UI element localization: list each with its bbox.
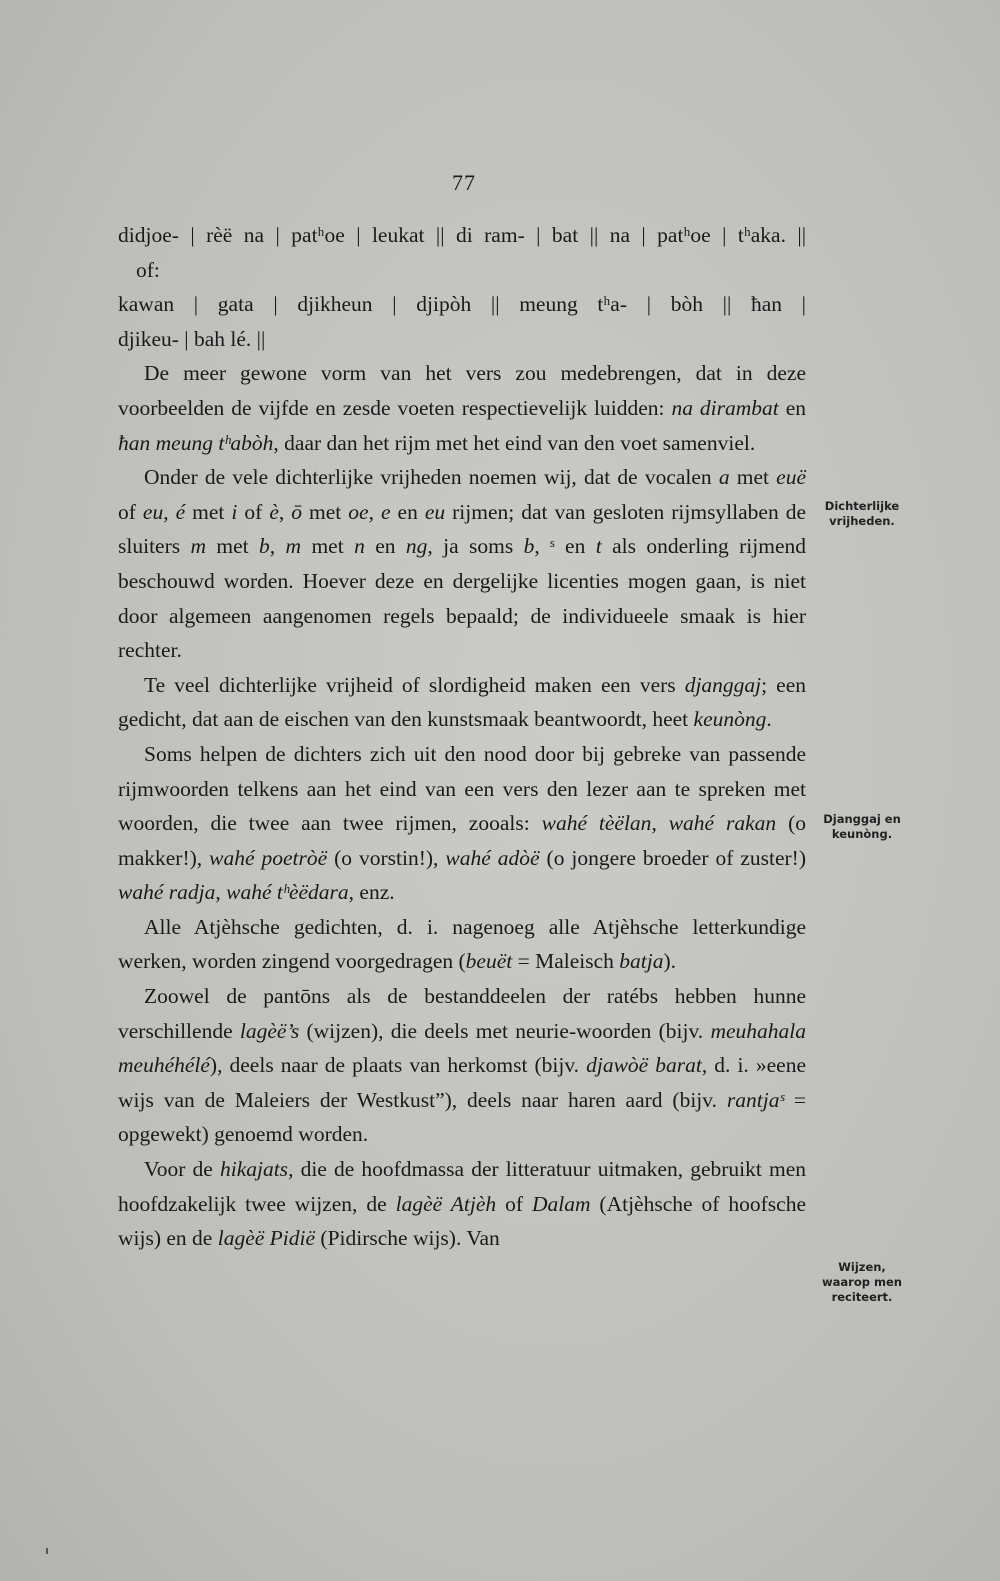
italic-term: t <box>595 534 602 559</box>
italic-term: wahé adòë <box>445 845 540 870</box>
italic-term: m <box>285 534 302 559</box>
paragraph-poetic-licenses: Onder de vele dichterlijke vrijheden noemen wij, dat de vocalen a met euë of eu, é met i of è, ō met oe, e en eu rijmen; dat van gesloten rijmsyllaben de sluiters m met b, m met n en ng, ja soms b, ˢ en t als onderling rijmend beschouwd worden. Hoever deze en dergelijke licenties mogen gaan, is niet door algemeen aangenomen regels bepaald; de individueele smaak is hier rechter. <box>118 465 807 663</box>
italic-term: é <box>175 499 186 524</box>
italic-term: wahé poetròë <box>209 845 328 870</box>
italic-term: rantjaˢ <box>726 1087 784 1112</box>
italic-term: beuët <box>465 949 513 974</box>
italic-term: b <box>259 534 270 559</box>
margin-note-poetic-licenses <box>808 499 916 529</box>
italic-term: a <box>718 465 730 490</box>
italic-term: ō <box>291 499 303 524</box>
italic-term: wahé radja <box>118 880 216 905</box>
italic-term: euë <box>776 465 806 490</box>
print-speck <box>46 1548 48 1554</box>
margin-note-line: reciteert. <box>831 1290 893 1304</box>
italic-term: wahé tʰèëdara <box>226 880 349 905</box>
page-body <box>118 218 806 1256</box>
margin-note-line: keunòng. <box>831 827 893 841</box>
italic-term: wahé tèëlan <box>541 811 652 836</box>
margin-note-line: Dichterlijke <box>824 499 900 513</box>
italic-term: n <box>354 534 365 559</box>
page-number: 77 <box>452 170 476 195</box>
italic-term: m <box>190 534 207 559</box>
paragraph-recitation: Alle Atjèhsche gedichten, d. i. nagenoeg alle Atjèhsche letterkundige werken, worden zingend voorgedragen (beuët = Maleisch batja). <box>118 914 806 974</box>
margin-note-djanggaj <box>808 812 916 842</box>
margin-note-line: Wijzen, <box>838 1260 886 1274</box>
verse-line-1: didjoe- | rèë na | patʰoe | leukat || di ram- | bat || na | patʰoe | tʰaka. || <box>118 223 806 247</box>
paragraph-verse-form: De meer gewone vorm van het vers zou medebrengen, dat in deze voorbeelden de vijfde en zesde voeten respectievelijk luidden: na dirambat en ħan meung tʰabòh, daar dan het rijm met het eind van den voet samenviel. <box>118 361 807 455</box>
italic-term: ng <box>405 534 428 559</box>
italic-term: lagèë Pidië <box>217 1226 316 1251</box>
margin-note-melodies <box>808 1260 916 1305</box>
italic-term: ħan meung tʰabòh <box>118 430 274 455</box>
italic-term: Dalam <box>531 1191 591 1216</box>
paragraph-djanggaj: Te veel dichterlijke vrijheid of slordigheid maken een vers djanggaj; een gedicht, dat aan de eischen van den kunstsmaak beantwoordt, heet keunòng. <box>118 672 807 732</box>
italic-term: wahé rakan <box>668 811 777 836</box>
italic-term: batja <box>619 949 664 974</box>
italic-term: è <box>269 499 279 524</box>
italic-term: eu <box>142 499 164 524</box>
italic-term: lagèë’s <box>239 1018 300 1043</box>
verse-line-3: djikeu- | bah lé. || <box>118 326 266 351</box>
italic-term: oe <box>348 499 369 524</box>
margin-note-line: vrijheden. <box>829 514 895 528</box>
verse-of-label: of: <box>136 257 160 282</box>
italic-term: e <box>380 499 391 524</box>
verse-line-2: kawan | gata | djikheun | djipòh || meung tʰa- | bòh || ħan | <box>118 292 806 317</box>
italic-term: hikajats <box>219 1157 289 1182</box>
italic-term: b <box>523 534 535 559</box>
paragraph-melodies: Zoowel de pantōns als de bestanddeelen der ratébs hebben hunne verschillende lagèë’s (wijzen), die deels met neurie-woorden (bijv. meuhahala meuhéhélé), deels naar de plaats van herkomst (bijv. djawòë barat, d. i. »eene wijs van de Maleiers der Westkust”), deels naar haren aard (bijv. rantjaˢ = opgewekt) genoemd worden. <box>118 984 806 1147</box>
italic-term: lagèë Atjèh <box>395 1191 497 1216</box>
margin-note-line: waarop men <box>822 1275 902 1289</box>
italic-term: meuhahala meuhéhélé <box>118 1018 806 1078</box>
italic-term: eu <box>424 499 446 524</box>
italic-term: djawòë barat <box>586 1053 702 1078</box>
italic-term: na dirambat <box>671 395 779 420</box>
italic-term: i <box>231 499 238 524</box>
paragraph-hikajats: Voor de hikajats, die de hoofdmassa der litteratuur uitmaken, gebruikt men hoofdzakelijk twee wijzen, de lagèë Atjèh of Dalam (Atjèhsche of hoofsche wijs) en de lagèë Pidië (Pidirsche wijs). Van <box>118 1157 806 1251</box>
italic-term: keunòng <box>693 707 767 732</box>
margin-note-line: Djanggaj en <box>823 812 901 826</box>
paragraph-rhyme-words: Soms helpen de dichters zich uit den nood door bij gebreke van passende rijmwoorden telkens aan het eind van een vers den lezer aan te spreken met woorden, die twee aan twee rijmen, zooals: wahé tèëlan, wahé rakan (o makker!), wahé poetròë (o vorstin!), wahé adòë (o jongere broeder of zuster!) wahé radja, wahé tʰèëdara, enz. <box>118 741 806 905</box>
italic-term: djanggaj <box>684 672 762 697</box>
